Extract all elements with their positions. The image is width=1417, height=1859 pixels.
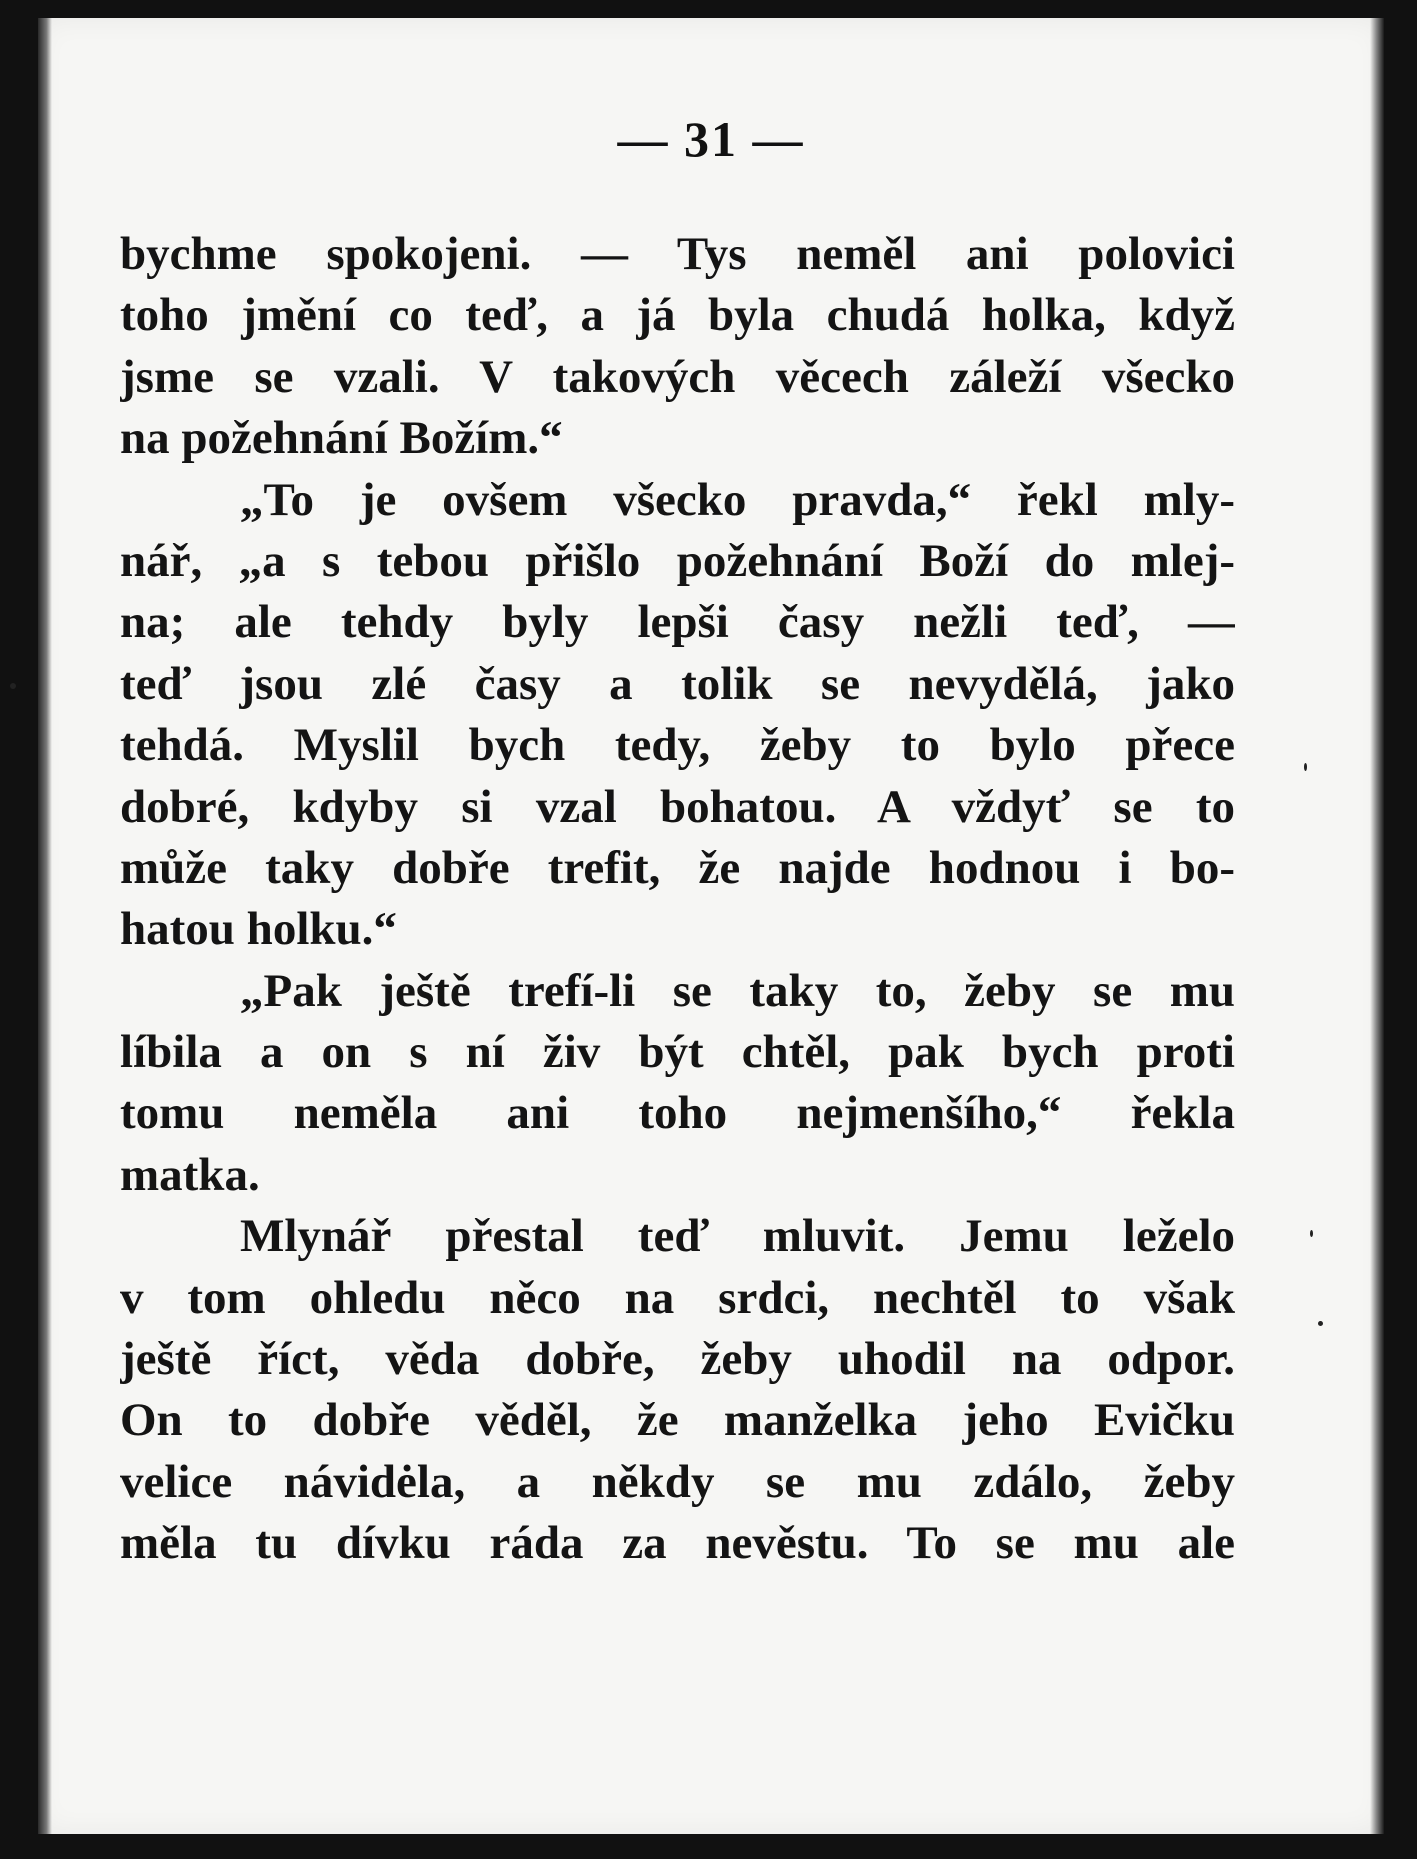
text-line: Mlynář přestal teď mluvit. Jemu leželo (240, 1210, 1235, 1263)
text-line: na požehnání Božím.“ (120, 412, 563, 465)
text-line: On to dobře věděl, že manželka jeho Evičku (120, 1394, 1235, 1447)
text-line: „To je ovšem všecko pravda,“ řekl mly- (240, 473, 1235, 526)
text-line: nář, „a s tebou přišlo požehnání Boží do mlej- (120, 534, 1235, 587)
text-line: hatou holku.“ (120, 903, 397, 956)
paper-speck (10, 683, 16, 689)
text-line: tomu neměla ani toho nejmenšího,“ řekla (120, 1087, 1235, 1140)
text-line: jsme se vzali. V takových věcech záleží všecko (120, 350, 1235, 403)
text-line: dobré, kdyby si vzal bohatou. A vždyť se to (120, 780, 1235, 833)
book-page (38, 18, 1384, 1834)
body-text (120, 224, 1235, 1575)
page-number: — 31 — (617, 111, 805, 167)
text-line: líbila a on s ní živ být chtěl, pak bych proti (120, 1026, 1235, 1079)
text-line: měla tu dívku ráda za nevěstu. To se mu ale (120, 1517, 1235, 1570)
paper-speck (1304, 763, 1307, 771)
text-line: bychme spokojeni. — Tys neměl ani polovici (120, 228, 1235, 280)
text-line: „Pak ještě trefí-li se taky to, žeby se mu (240, 964, 1235, 1017)
text-line: toho jmění co teď, a já byla chudá holka, když (120, 289, 1235, 342)
text-line: matka. (120, 1148, 260, 1201)
paper-speck (1318, 1321, 1323, 1326)
text-line: teď jsou zlé časy a tolik se nevydělá, jako (120, 657, 1235, 710)
text-line: tehdá. Myslil bych tedy, žeby to bylo přece (120, 719, 1235, 772)
text-line: na; ale tehdy byly lepši časy nežli teď, — (120, 596, 1235, 649)
text-line: může taky dobře trefit, že najde hodnou i bo- (120, 841, 1235, 894)
text-line: v tom ohledu něco na srdci, nechtěl to však (120, 1271, 1235, 1324)
text-line: velice návidėla, a někdy se mu zdálo, žeby (120, 1455, 1235, 1508)
text-line: ještě říct, věda dobře, žeby uhodil na odpor. (120, 1333, 1235, 1386)
page-left-edge-shadow (38, 18, 52, 1834)
paper-speck (1310, 1230, 1313, 1237)
page-right-edge-shadow (1370, 18, 1384, 1834)
